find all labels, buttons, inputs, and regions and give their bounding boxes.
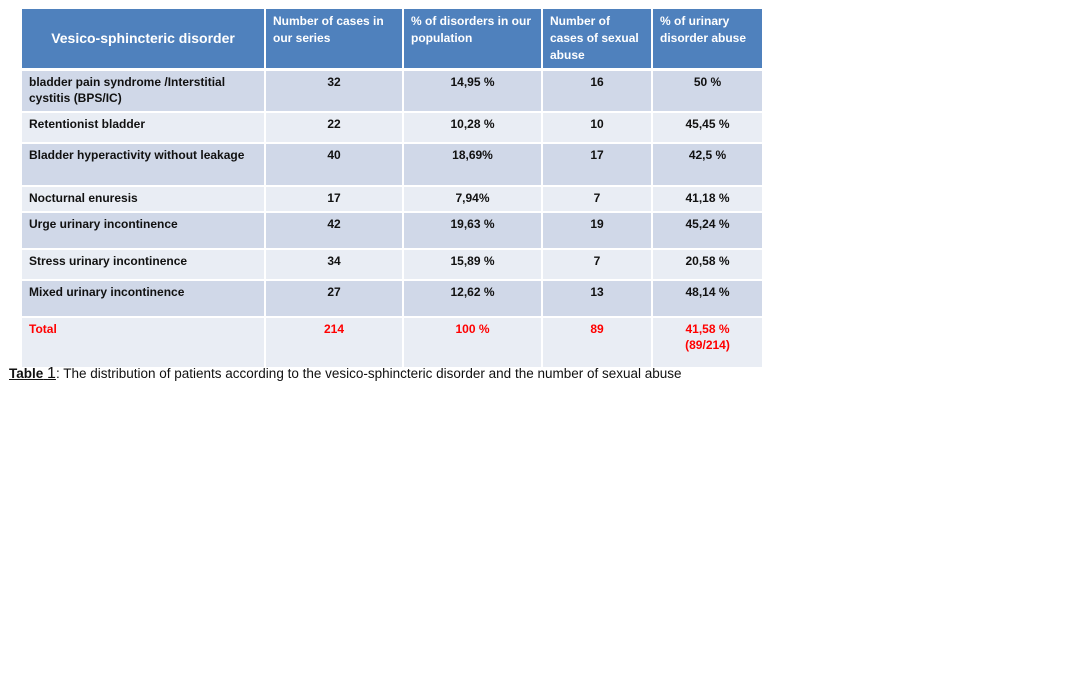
table-row — [22, 186, 762, 212]
cell-disorder: Bladder hyperactivity without leakage — [22, 143, 265, 186]
total-pct-abuse — [652, 317, 762, 368]
total-abuse-cases: 89 — [542, 317, 652, 368]
cell-cases: 34 — [265, 249, 403, 280]
cell-disorder: Urge urinary incontinence — [22, 212, 265, 249]
cell-pct-abuse: 42,5 % — [652, 143, 762, 186]
cell-pct-abuse: 20,58 % — [652, 249, 762, 280]
cell-cases: 22 — [265, 112, 403, 143]
caption-label-word: Table — [9, 366, 44, 381]
cell-cases: 40 — [265, 143, 403, 186]
cell-abuse-cases: 13 — [542, 280, 652, 317]
caption-text: : The distribution of patients according to the vesico-sphincteric disorder and the number of sexual abuse — [55, 366, 682, 381]
cell-abuse-cases: 17 — [542, 143, 652, 186]
total-pct-disorders: 100 % — [403, 317, 542, 368]
header-abuse-cases: Number of cases of sexual abuse — [542, 9, 652, 70]
cell-pct-disorders: 10,28 % — [403, 112, 542, 143]
table-caption — [9, 365, 682, 383]
table-container — [22, 9, 762, 369]
caption-label-number: 1 — [47, 365, 56, 382]
cell-pct-abuse: 50 % — [652, 70, 762, 112]
cell-pct-disorders: 14,95 % — [403, 70, 542, 112]
cell-abuse-cases: 19 — [542, 212, 652, 249]
cell-pct-abuse: 45,45 % — [652, 112, 762, 143]
cell-disorder: Retentionist bladder — [22, 112, 265, 143]
cell-pct-disorders: 7,94% — [403, 186, 542, 212]
cell-pct-disorders: 18,69% — [403, 143, 542, 186]
cell-pct-abuse: 41,18 % — [652, 186, 762, 212]
cell-disorder: Mixed urinary incontinence — [22, 280, 265, 317]
cell-pct-abuse: 45,24 % — [652, 212, 762, 249]
cell-cases: 17 — [265, 186, 403, 212]
cell-pct-disorders: 19,63 % — [403, 212, 542, 249]
distribution-table — [22, 9, 762, 369]
cell-abuse-cases: 7 — [542, 249, 652, 280]
total-row — [22, 317, 762, 368]
header-pct-abuse: % of urinary disorder abuse — [652, 9, 762, 70]
cell-abuse-cases: 7 — [542, 186, 652, 212]
cell-pct-disorders: 15,89 % — [403, 249, 542, 280]
cell-abuse-cases: 16 — [542, 70, 652, 112]
cell-disorder: bladder pain syndrome /Interstitial cystitis (BPS/IC) — [22, 70, 265, 112]
header-pct-disorders: % of disorders in our population — [403, 9, 542, 70]
header-cases: Number of cases in our series — [265, 9, 403, 70]
cell-abuse-cases: 10 — [542, 112, 652, 143]
header-disorder: Vesico-sphincteric disorder — [22, 9, 265, 70]
total-pct-abuse-ratio: (89/214) — [685, 337, 730, 352]
caption-label — [9, 366, 56, 381]
cell-cases: 32 — [265, 70, 403, 112]
cell-disorder: Nocturnal enuresis — [22, 186, 265, 212]
table-row — [22, 280, 762, 317]
cell-pct-disorders: 12,62 % — [403, 280, 542, 317]
table-row — [22, 143, 762, 186]
cell-cases: 27 — [265, 280, 403, 317]
cell-pct-abuse: 48,14 % — [652, 280, 762, 317]
total-pct-abuse-value: 41,58 % — [685, 321, 730, 336]
total-label: Total — [22, 317, 265, 368]
table-row — [22, 212, 762, 249]
cell-cases: 42 — [265, 212, 403, 249]
table-row — [22, 249, 762, 280]
cell-disorder: Stress urinary incontinence — [22, 249, 265, 280]
header-row — [22, 9, 762, 70]
table-row — [22, 112, 762, 143]
total-cases: 214 — [265, 317, 403, 368]
table-row — [22, 70, 762, 112]
